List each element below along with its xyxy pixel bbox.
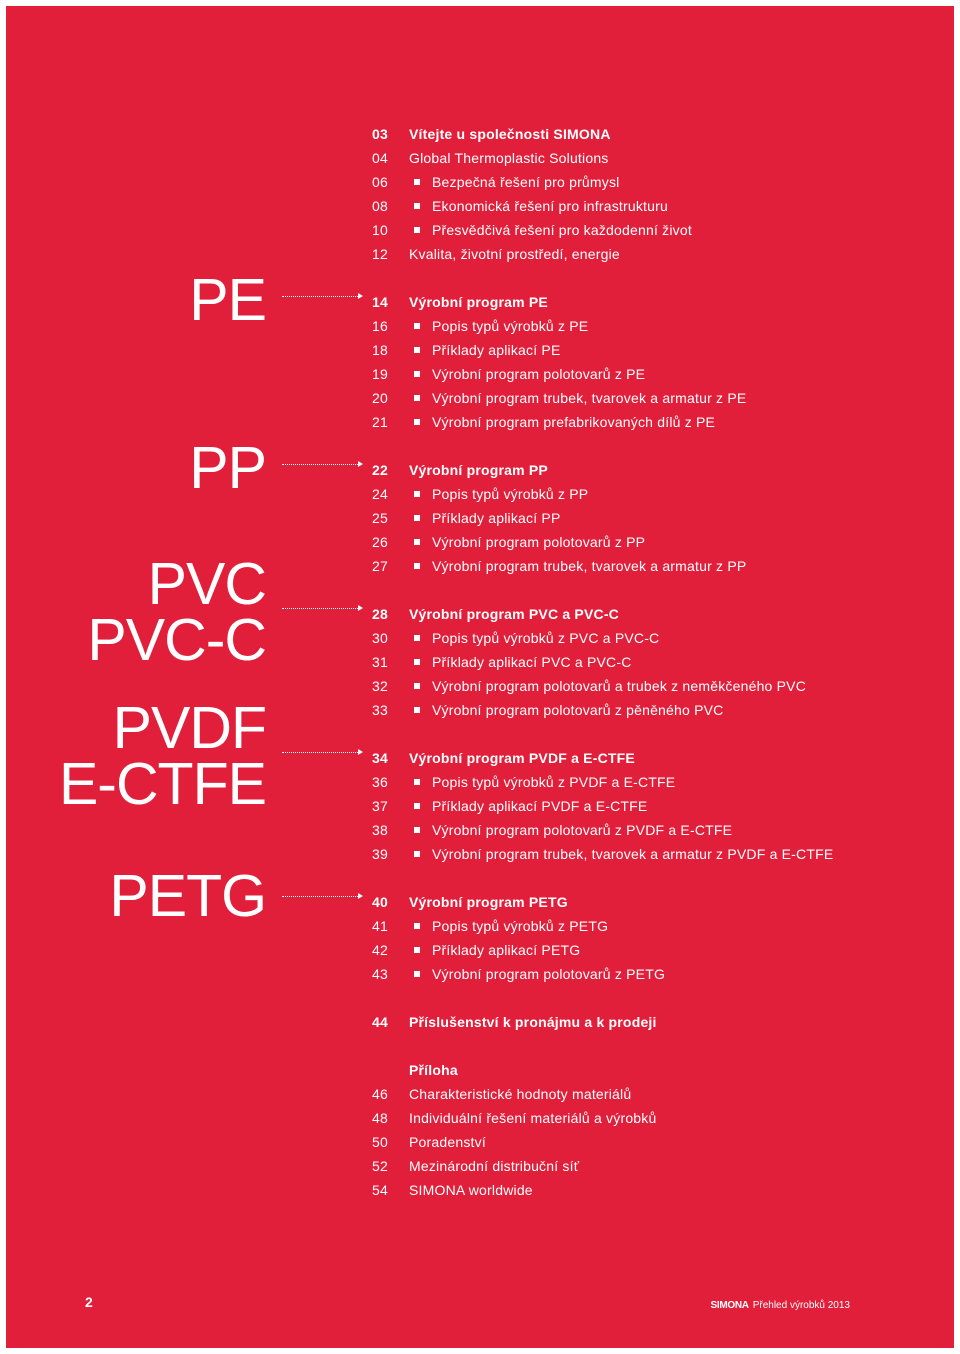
toc-entry-title: Příloha <box>409 1062 458 1078</box>
section-label-pvc-c: PVC-C <box>87 607 266 673</box>
square-bullet-icon <box>414 491 420 497</box>
toc-row <box>6 794 954 818</box>
toc-page-number: 16 <box>372 318 388 334</box>
toc-row <box>6 770 954 794</box>
toc-entry-title: Popis typů výrobků z PVDF a E-CTFE <box>432 774 676 790</box>
toc-page-number: 20 <box>372 390 388 406</box>
toc-page-number: 31 <box>372 654 388 670</box>
toc-row <box>6 818 954 842</box>
toc-entry-title: Popis typů výrobků z PETG <box>432 918 609 934</box>
toc-entry-title: Charakteristické hodnoty materiálů <box>409 1086 632 1102</box>
toc-row <box>6 506 954 530</box>
toc-row <box>6 1154 954 1178</box>
toc-entry-title: Poradenství <box>409 1134 486 1150</box>
toc-page-number: 10 <box>372 222 388 238</box>
toc-entry-title: Mezinárodní distribuční síť <box>409 1158 580 1174</box>
toc-page-number: 42 <box>372 942 388 958</box>
square-bullet-icon <box>414 923 420 929</box>
toc-entry-title: SIMONA worldwide <box>409 1182 533 1198</box>
toc-entry-title: Výrobní program trubek, tvarovek a armatur z PE <box>432 390 747 406</box>
section-label-e-ctfe: E-CTFE <box>58 751 266 817</box>
toc-page-number: 04 <box>372 150 388 166</box>
toc-entry-title: Popis typů výrobků z PP <box>432 486 589 502</box>
toc-page-number: 03 <box>372 126 388 142</box>
toc-page-number: 27 <box>372 558 388 574</box>
toc-page-number: 41 <box>372 918 388 934</box>
square-bullet-icon <box>414 203 420 209</box>
toc-page-number: 24 <box>372 486 388 502</box>
toc-entry-title: Výrobní program polotovarů z PVDF a E-CTFE <box>432 822 733 838</box>
toc-row <box>6 1082 954 1106</box>
square-bullet-icon <box>414 947 420 953</box>
toc-page-number: 33 <box>372 702 388 718</box>
toc-page-number: 32 <box>372 678 388 694</box>
toc-entry-title: Popis typů výrobků z PVC a PVC-C <box>432 630 660 646</box>
toc-page-number: 08 <box>372 198 388 214</box>
square-bullet-icon <box>414 707 420 713</box>
toc-entry-title: Výrobní program PP <box>409 462 548 478</box>
toc-row <box>6 914 954 938</box>
square-bullet-icon <box>414 827 420 833</box>
toc-page-number: 48 <box>372 1110 388 1126</box>
toc-entry-title: Výrobní program PVC a PVC-C <box>409 606 619 622</box>
toc-row <box>6 1058 954 1082</box>
toc-row <box>6 338 954 362</box>
toc-entry-title: Výrobní program PVDF a E-CTFE <box>409 750 635 766</box>
toc-entry-title: Příklady aplikací PE <box>432 342 561 358</box>
toc-row <box>6 674 954 698</box>
toc-entry-title: Bezpečná řešení pro průmysl <box>432 174 620 190</box>
toc-entry-title: Výrobní program prefabrikovaných dílů z PE <box>432 414 716 430</box>
brand-logo: SIMONA <box>710 1300 749 1311</box>
toc-row <box>6 218 954 242</box>
toc-page-number: 34 <box>372 750 388 766</box>
toc-page-number: 22 <box>372 462 388 478</box>
toc-entry-title: Příklady aplikací PVDF a E-CTFE <box>432 798 648 814</box>
toc-row <box>6 626 954 650</box>
section-label-pvc: PVC <box>147 551 266 617</box>
toc-page-number: 26 <box>372 534 388 550</box>
footer <box>711 1300 851 1311</box>
toc-entry-title: Příklady aplikací PP <box>432 510 561 526</box>
toc-row <box>6 650 954 674</box>
toc-entry-title: Individuální řešení materiálů a výrobků <box>409 1110 657 1126</box>
page <box>6 6 954 1348</box>
toc-entry-title: Výrobní program polotovarů z pěněného PVC <box>432 702 724 718</box>
toc-row <box>6 410 954 434</box>
toc-entry-title: Přesvědčivá řešení pro každodenní život <box>432 222 692 238</box>
square-bullet-icon <box>414 179 420 185</box>
toc-entry-title: Výrobní program polotovarů a trubek z neměkčeného PVC <box>432 678 807 694</box>
toc-entry-title: Global Thermoplastic Solutions <box>409 150 609 166</box>
toc-page-number: 06 <box>372 174 388 190</box>
square-bullet-icon <box>414 659 420 665</box>
toc-row <box>6 458 954 482</box>
toc-row <box>6 1010 954 1034</box>
toc-page-number: 36 <box>372 774 388 790</box>
toc-page-number: 52 <box>372 1158 388 1174</box>
toc-page-number: 43 <box>372 966 388 982</box>
toc-row <box>6 314 954 338</box>
section-label-petg: PETG <box>109 863 266 929</box>
toc-entry-title: Příslušenství k pronájmu a k prodeji <box>409 1014 657 1030</box>
toc-page-number: 38 <box>372 822 388 838</box>
toc-entry-title: Kvalita, životní prostředí, energie <box>409 246 620 262</box>
square-bullet-icon <box>414 539 420 545</box>
toc-page-number: 25 <box>372 510 388 526</box>
toc-entry-title: Ekonomická řešení pro infrastrukturu <box>432 198 668 214</box>
toc-row <box>6 746 954 770</box>
square-bullet-icon <box>414 683 420 689</box>
toc-row <box>6 482 954 506</box>
toc-row <box>6 194 954 218</box>
toc-page-number: 12 <box>372 246 388 262</box>
square-bullet-icon <box>414 323 420 329</box>
toc-row <box>6 1130 954 1154</box>
table-of-contents <box>6 6 954 1348</box>
toc-page-number: 18 <box>372 342 388 358</box>
publication-title: Přehled výrobků 2013 <box>752 1300 850 1311</box>
square-bullet-icon <box>414 419 420 425</box>
square-bullet-icon <box>414 635 420 641</box>
square-bullet-icon <box>414 347 420 353</box>
page-number: 2 <box>85 1294 93 1310</box>
toc-entry-title: Výrobní program trubek, tvarovek a armatur z PVDF a E-CTFE <box>432 846 834 862</box>
toc-row <box>6 170 954 194</box>
toc-row <box>6 890 954 914</box>
toc-page-number: 28 <box>372 606 388 622</box>
toc-page-number: 37 <box>372 798 388 814</box>
toc-row <box>6 530 954 554</box>
toc-entry-title: Výrobní program polotovarů z PP <box>432 534 646 550</box>
square-bullet-icon <box>414 803 420 809</box>
toc-row <box>6 842 954 866</box>
toc-row <box>6 962 954 986</box>
toc-row <box>6 290 954 314</box>
square-bullet-icon <box>414 227 420 233</box>
toc-page-number: 30 <box>372 630 388 646</box>
toc-row <box>6 1106 954 1130</box>
toc-row <box>6 146 954 170</box>
toc-entry-title: Výrobní program polotovarů z PETG <box>432 966 666 982</box>
toc-entry-title: Výrobní program polotovarů z PE <box>432 366 646 382</box>
square-bullet-icon <box>414 395 420 401</box>
toc-entry-title: Výrobní program PE <box>409 294 548 310</box>
toc-page-number: 19 <box>372 366 388 382</box>
toc-entry-title: Výrobní program PETG <box>409 894 568 910</box>
section-label-pe: PE <box>189 267 266 333</box>
square-bullet-icon <box>414 779 420 785</box>
toc-row <box>6 242 954 266</box>
toc-page-number: 50 <box>372 1134 388 1150</box>
toc-row <box>6 386 954 410</box>
toc-page-number: 39 <box>372 846 388 862</box>
toc-row <box>6 938 954 962</box>
toc-row <box>6 1178 954 1202</box>
toc-row <box>6 698 954 722</box>
square-bullet-icon <box>414 515 420 521</box>
square-bullet-icon <box>414 851 420 857</box>
toc-entry-title: Vítejte u společnosti SIMONA <box>409 126 611 142</box>
toc-entry-title: Příklady aplikací PVC a PVC-C <box>432 654 632 670</box>
toc-page-number: 44 <box>372 1014 388 1030</box>
toc-page-number: 54 <box>372 1182 388 1198</box>
toc-row <box>6 554 954 578</box>
toc-row <box>6 362 954 386</box>
toc-row <box>6 122 954 146</box>
square-bullet-icon <box>414 971 420 977</box>
square-bullet-icon <box>414 563 420 569</box>
toc-page-number: 40 <box>372 894 388 910</box>
toc-row <box>6 602 954 626</box>
section-label-pvdf: PVDF <box>112 695 266 761</box>
toc-entry-title: Výrobní program trubek, tvarovek a armatur z PP <box>432 558 747 574</box>
section-label-pp: PP <box>189 435 266 501</box>
toc-page-number: 46 <box>372 1086 388 1102</box>
toc-page-number: 21 <box>372 414 388 430</box>
toc-page-number: 14 <box>372 294 388 310</box>
toc-entry-title: Popis typů výrobků z PE <box>432 318 589 334</box>
toc-entry-title: Příklady aplikací PETG <box>432 942 581 958</box>
square-bullet-icon <box>414 371 420 377</box>
